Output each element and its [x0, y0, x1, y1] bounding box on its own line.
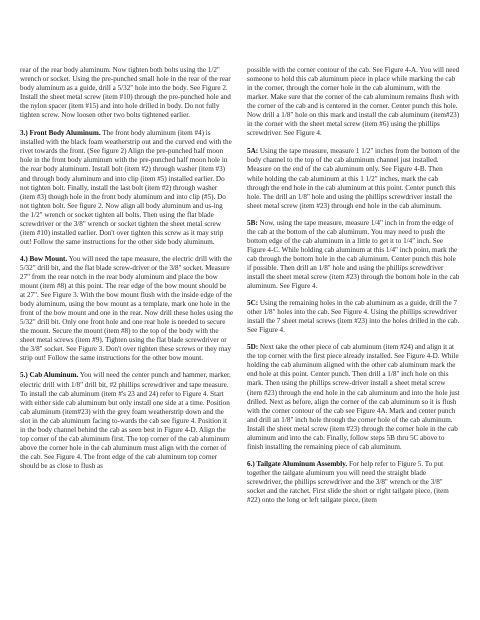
substep-heading: 5D: — [247, 343, 259, 352]
step-text: You will need the center punch and hammer, marker, electric drill with 1/8" drill bit, #2 phillips screwdriver and tape measure. To install the cab aluminum (item #'s 23 and 24) refer to Figure 4. Start with either side cab aluminum but only install one side at a time. Position cab aluminum (item#23) with the grey foam weatherstrip down and the slot in the cab aluminum facing to-wards the cab see figure 4. Position it in the body channel behind the cab as seen best in Figure 4-D. Align the top corner of the cab aluminum first. The top corner of the cab aluminum above the corner hole in the cab aluminum must align with the corner of the cab. See Figure 4. The front edge of the cab aluminum top corner should be as close to flush as — [20, 371, 231, 470]
step-6-tailgate-aluminum-assembly — [247, 460, 460, 505]
step-heading: 4.) Bow Mount. — [20, 254, 68, 263]
continued-paragraph: rear of the rear body aluminum. Now tighten both bolts using the 1/2" wrench or socket. Using the pre-punched small hole in the rear of the rear body aluminum as a guide, drill a 5/32" hole into the body. See Figure 2. Install the sheet metal screw (item #10) through the pre-punched hole and the nylon spacer (item #15) and into hole drilled in body. Do not fully tighten screw. Now loosen other two bolts tightened earlier. — [20, 66, 231, 120]
step-5c — [247, 299, 460, 335]
right-column — [247, 66, 460, 620]
step-5-cab-aluminum — [20, 371, 233, 471]
step-5a — [247, 147, 460, 210]
step-4-bow-mount — [20, 255, 233, 364]
step-text: The front body aluminum (item #4) is installed with the black foam weatherstrip out and the curved end with the rivet towards the front. (See figure 2) Align the pre-punched half moon hole in the front body aluminum with the pre-punched half moon hole in the rear body aluminum. Install bolt (item #2) through washer (item #3) and through body aluminum and into clip (item #5) installed earlier. Do not tighten bolt. Finally, install the last bolt (item #2) through washer (item #3) though hole in the front body aluminum and into clip (#5). Do not tighten bolt. See figure 2. Now align all body aluminum and us-ing the 1/2" wrench or socket tighten all bolts. Then using the flat blade screwdriver or the 3/8" wrench or socket tighten the sheet metal screw (item #10) installed earlier. Don't over tighten this screw as it may strip out! Follow the same instructions for the other side body aluminum. — [20, 129, 232, 246]
step-5d — [247, 343, 460, 452]
substep-text: Next take the other piece of cab aluminum (item #24) and align it at the top corner with the first piece already installed. See Figure 4-D. While holding the cab aluminum aligned with the other cab aluminum mark the end hole at this point. Center punch. Then drill a 1/8" inch hole on this mark. Then using the phillips screw-driver install a sheet metal screw (item #23) through the end hole in the cab aluminum and into the hole just drilled. Next as before, align the corner of the cab aluminum so it is flush with the corner contour of the cab see Figure 4A. Mark and center punch and drill an 1/8" inch hole through the corner hole of the cab aluminum. Install the sheet metal screw (item #23) through the corner hole in the cab aluminum and into the cab. Finally, follow steps 5B thru 5C above to finish installing the remaining piece of cab aluminum. — [247, 343, 460, 451]
step-heading: 3.) Front Body Aluminum. — [20, 129, 101, 138]
step-heading: 6.) Tailgate Aluminum Assembly. — [247, 459, 348, 468]
step-5b — [247, 219, 460, 291]
step-3-front-body-aluminum — [20, 129, 233, 247]
left-column — [20, 66, 233, 620]
step-text: You will need the tape measure, the electric drill with the 5/32" drill bit, and the flat blade screw-driver or the 3/8" socket. Measure 27" from the rear notch in the rear body aluminum and place the bow mount (item #8) at this point. The rear edge of the bow mount should be at 27". See Figure 3. With the bow mount flush with the inside edge of the body aluminum, using the bow mount as a template, mark one hole in the front of the bow mount and one in the rear. Now drill these holes using the 5/32" drill bit. Only one front hole and one rear hole is needed to secure the mount. Secure the mount (item #8) to the top of the body with the sheet metal screws (item #9). Tighten using the flat blade screwdriver or the 3/8" socket. See Figure 3. Don't over tighten these screws or they may strip out! Follow the same instructions for the other bow mount. — [20, 254, 233, 363]
substep-text: Now, using the tape measure, measure 1/4" inch in from the edge of the cab at the bottom of the cab aluminum. You may need to push the bottom edge of the cab aluminum in a little to get it to 1/4" inch. See Figure 4-C. While holding cab aluminum at this 1/4" inch point, mark the cab through the bottom hole in the cab aluminum. Center punch this hole if possible. Then drill an 1/8" hole and using the phillips screwdriver install the sheet metal screw (item #23) through the bottom hole in the cab aluminum. See Figure 4. — [247, 218, 460, 291]
substep-heading: 5C: — [247, 299, 259, 308]
substep-heading: 5A: — [247, 147, 259, 156]
substep-text: Using the tape measure, measure 1 1/2" inches from the bottom of the body channel to the top of the cab aluminum channel just installed. Measure on the end of the cab aluminum only. See Figure 4-B. Then while holding the cab aluminum at this 1 1/2" inches, mark the cab through the end hole in the cab aluminum at this point. Center punch this hole. The drill an 1/8" hole and using the phillips screwdriver install the sheet metal screw (item #23) through end hole in the cab aluminum. — [247, 147, 460, 210]
step-text: For help refer to Figure 5. To put together the tailgate aluminum you will need the straight blade screwdriver, the phillips screwdriver and the 3/8" wrench or the 3/8" socket and the ratchet. First slide the short or right tailgate piece, (item #22) onto the long or left tailgate piece, (item — [247, 459, 449, 505]
substep-heading: 5B: — [247, 218, 258, 227]
continued-paragraph: possible with the corner contour of the cab. See Figure 4-A. You will need someone to hold this cab aluminum piece in place while marking the cab in the corner, through the corner hole in the cab aluminum, with the marker. Make sure that the corner of the cab aluminum remains flush with the corner of the cab and is centered in the corner. Center punch this hole. Now drill a 1/8" hole on this mark and install the cab aluminum (item#23) in the corner with the sheet metal screw (item #6) using the phillips screwdriver. See Figure 4. — [247, 66, 460, 138]
substep-text: Using the remaining holes in the cab aluminum as a guide, drill the 7 other 1/8" holes into the cab. See Figure 4. Using the phillips screwdriver install the 7 sheet metal screws (item #23) into the holes drilled in the cab. See Figure 4. — [247, 299, 460, 335]
step-heading: 5.) Cab Aluminum. — [20, 371, 79, 380]
